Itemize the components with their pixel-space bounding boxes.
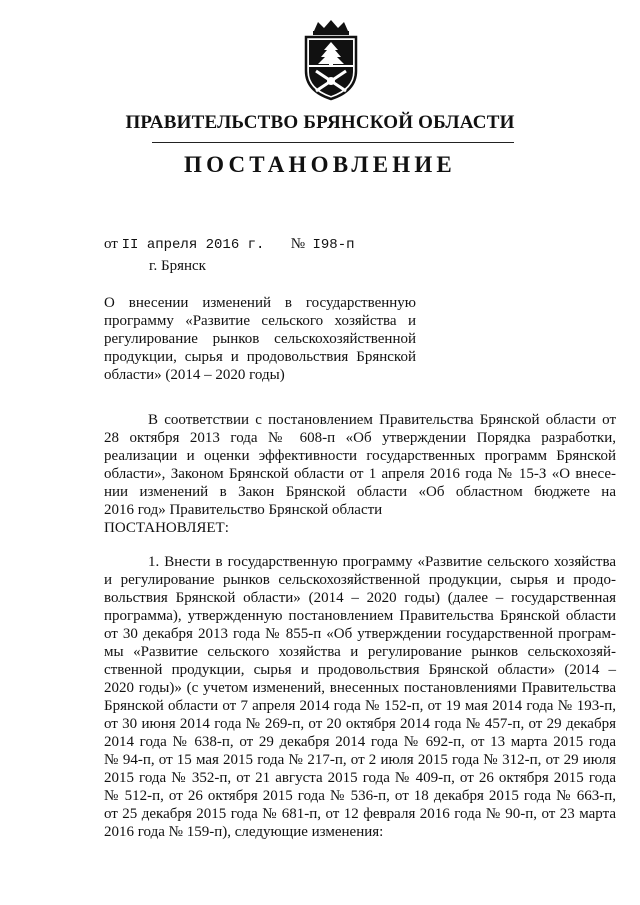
subject-line: О внесении изменений в государственную — [104, 295, 416, 311]
item-line: от 30 июня 2014 года № 269-п, от 20 октября 2014 года № 457-п, от 29 декабря — [104, 716, 616, 732]
document-type-title: ПОСТАНОВЛЕНИЕ — [184, 152, 456, 177]
item-line: ственной продукции, сырья и продовольствия Брянской области» (2014 – — [104, 662, 616, 678]
preamble-line: 2016 год» Правительство Брянской области — [104, 502, 383, 518]
item-line: № 512-п, от 26 октября 2015 года № 536-п, от 18 декабря 2015 года № 663-п, — [104, 788, 616, 804]
item-line: и регулирование рынков сельскохозяйственной продукции, сырья и продо- — [104, 572, 616, 588]
item-1-paragraph — [104, 553, 616, 841]
item-line: 2015 года № 352-п, от 21 августа 2015 года № 409-п, от 26 октября 2015 года — [104, 770, 616, 786]
resolves-heading: ПОСТАНОВЛЯЕТ: — [104, 520, 229, 536]
item-line: вольствия Брянской области» (2014 – 2020 годы) (далее – государственная — [104, 590, 616, 606]
document-number: I98-п — [312, 237, 355, 253]
item-line: 2016 года № 159-п), следующие изменения: — [104, 824, 384, 840]
item-line: 2014 года № 638-п, от 29 декабря 2014 года № 692-п, от 13 марта 2015 года — [104, 734, 616, 750]
item-line: № 94-п, от 15 мая 2015 года № 217-п, от 2 июля 2015 года № 312-п, от 29 июля — [104, 752, 616, 768]
preamble-line: области», Законом Брянской области от 1 апреля 2016 года № 15-З «О внесе- — [104, 466, 616, 482]
document-subject — [104, 294, 416, 384]
subject-line: регулирование рынков сельскохозяйственной — [104, 331, 416, 347]
item-line: 1. Внести в государственную программу «Развитие сельского хозяйства — [148, 554, 616, 570]
government-title: ПРАВИТЕЛЬСТВО БРЯНСКОЙ ОБЛАСТИ — [125, 112, 515, 133]
date-number-line — [104, 236, 355, 253]
subject-line: продукции, сырья и продовольствия Брянской — [104, 349, 416, 365]
preamble-line: В соответствии с постановлением Правительства Брянской области от — [148, 412, 616, 428]
preamble-line: реализации и оценки эффективности государственных программ Брянской — [104, 448, 616, 464]
item-line: Брянской области от 7 апреля 2014 года № 152-п, от 19 мая 2014 года № 193-п, — [104, 698, 616, 714]
preamble-line: 28 октября 2013 года № 608-п «Об утверждении Порядка разработки, — [104, 430, 616, 446]
item-line: программа), утвержденную постановлением Правительства Брянской области — [104, 608, 616, 624]
preamble-line: нии изменений в Закон Брянской области «Об областном бюджете на — [104, 484, 616, 500]
date-prefix: от — [104, 236, 118, 252]
subject-line: программу «Развитие сельского хозяйства и — [104, 313, 416, 329]
preamble-paragraph — [104, 411, 616, 537]
document-date: II апреля 2016 г. — [121, 237, 265, 253]
item-line: от 30 декабря 2013 года № 855-п «Об утверждении государственной програм- — [104, 626, 616, 642]
bryansk-coat-of-arms-icon — [300, 19, 362, 101]
item-line: от 25 декабря 2015 года № 681-п, от 12 февраля 2016 года № 90-п, от 23 марта — [104, 806, 616, 822]
document-city: г. Брянск — [149, 258, 206, 274]
item-line: 2020 годы)» (с учетом изменений, внесенных постановлениями Правительства — [104, 680, 616, 696]
subject-line: области» (2014 – 2020 годы) — [104, 367, 285, 383]
number-sign: № — [290, 236, 305, 252]
header-divider — [152, 142, 514, 143]
item-line: мы «Развитие сельского хозяйства и регулирование рынков сельскохозяй- — [104, 644, 616, 660]
